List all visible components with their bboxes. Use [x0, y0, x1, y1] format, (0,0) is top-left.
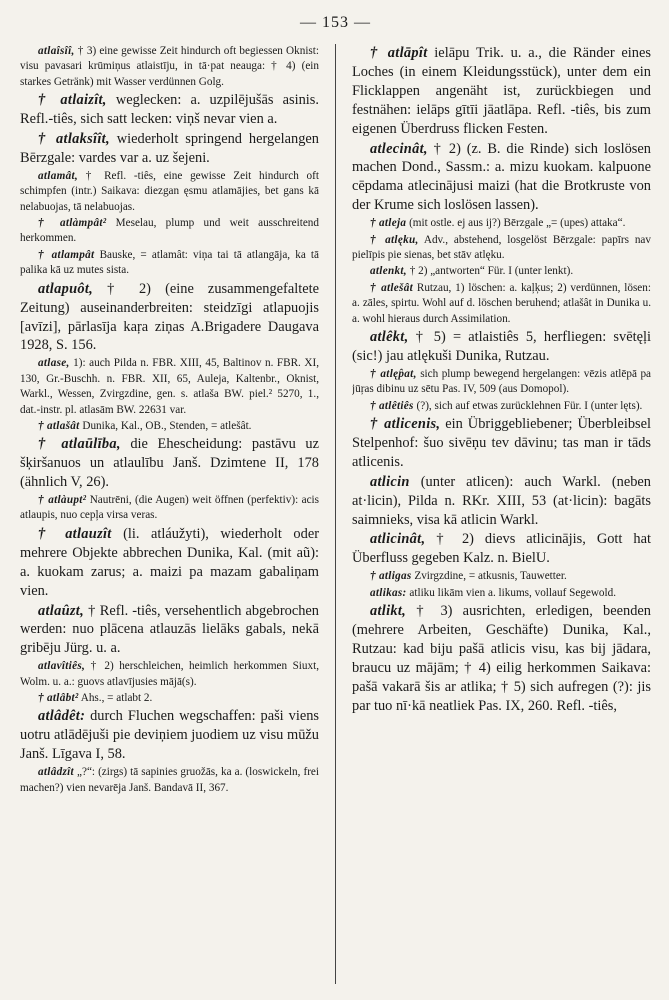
entry-headword: atlâdêt:: [38, 708, 86, 725]
dictionary-entry: [20, 435, 319, 492]
entry-definition: ein Übriggebliebener; Überbleibsel Stelpenhof: šuo sivēņu tev dāvinu; tas man ir tāds atlicenis.: [352, 416, 651, 470]
dictionary-entry: [352, 473, 651, 530]
two-column-body: [20, 44, 651, 984]
dictionary-entry: [20, 216, 319, 247]
entry-headword: † atlàmpât²: [38, 217, 107, 230]
dictionary-entry: [20, 91, 319, 129]
left-column: [20, 44, 319, 984]
entry-definition: durch Fluchen wegschaffen: paši viens uotru atlādējuši pie deviņiem juodiem uz visu mūžu Janš. Līgava I, 58.: [20, 708, 319, 763]
entry-definition: Nautrēni, (die Augen) weit öffnen (perfektiv): acis atlaupis, nuo cepļa virsa veras.: [20, 494, 319, 522]
entry-headword: atlenkt,: [370, 265, 407, 278]
entry-definition: Zvirgzdine, = atkusnis, Tauwetter.: [411, 570, 567, 583]
entry-headword: atlase,: [38, 357, 70, 370]
dictionary-entry: [20, 525, 319, 601]
dictionary-entry: [20, 169, 319, 215]
entry-definition: die Ehescheidung: pastāvu uz šķiršanuos un atlaulību Janš. Dzimtene II, 178 (ähnlich V, 26).: [20, 436, 319, 491]
dictionary-entry: [352, 415, 651, 472]
entry-headword: † atlàupt²: [38, 494, 87, 507]
entry-definition: † Refl. -tiês, eine gewisse Zeit hindurch oft schimpfen (intr.) Saikava: diezgan ęsmu atlamājies, bet gans kā nelabuojas, tā nelabuojas.: [20, 169, 319, 213]
entry-definition: weglecken: a. uzpilējušās asinis. Refl.-tiês, sich satt lecken: viņš nevar vien a.: [20, 92, 319, 128]
dictionary-entry: [352, 233, 651, 264]
entry-definition: † 3) eine gewisse Zeit hindurch oft begiessen Oknist: visu pavasari krūmiņus atlaistīju, in tā·pat neauga: † 4) (ein starkes Getränk) mit Wasser verdünnen Golg.: [20, 45, 319, 88]
page-number: — 153 —: [300, 14, 371, 31]
entry-definition: † 2) herschleichen, heimlich herkommen Siuxt, Wolm. u. a.: guovs atlavījusies mājā(s).: [20, 660, 319, 688]
entry-headword: † atlašât: [38, 419, 80, 432]
entry-definition: atliku likām vien a. likums, vollauf Segewold.: [406, 586, 617, 599]
column-divider: [335, 44, 336, 984]
dictionary-entry: [352, 602, 651, 715]
entry-headword: atlapuôt,: [38, 280, 94, 297]
entry-definition: Dunika, Kal., OB., Stenden, = atlešât.: [79, 419, 252, 432]
entry-definition: Bauske, = atlamât: viņa tai tā atlangāja, ka tā palika kā uz mutes sista.: [20, 248, 319, 277]
entry-definition: 1): auch Pilda n. FBR. XIII, 45, Baltinov n. FBR. XI, 130, Gr.-Buschh. n. FBR. XII, 65, Auleja, Kaltenbr., Oknist, Warkl., Wessen, Zvirgzdine, gen. s. atlaša BW. piel.² 5270, 1., dat.-instr. pl. atlasām BW. 22631 var.: [20, 357, 319, 416]
entry-definition: † Refl. -tiês, versehentlich abgebrochen werden: nuo plācena atlauzās lielāks gabals, nekā gribēju Jürg. u. a.: [20, 602, 319, 657]
entry-headword: † atlaksîît,: [38, 131, 110, 148]
entry-definition: † 5) = atlaistiês 5, herfliegen: svētęļi (sic!) jau atlękuši Dunika, Rutzau.: [352, 329, 651, 364]
dictionary-entry: [352, 367, 651, 398]
dictionary-entry: [352, 264, 651, 279]
entry-headword: † atlęp̂at,: [370, 367, 417, 380]
entry-headword: † atlešât: [370, 281, 414, 294]
entry-headword: atlicinât,: [370, 531, 426, 548]
entry-headword: † atlauzît: [38, 525, 112, 542]
entry-headword: atlêkt,: [370, 329, 409, 345]
entry-headword: † atlaūlība,: [38, 436, 121, 453]
entry-headword: † atlâbt²: [38, 692, 79, 705]
entry-headword: atlavîtiês,: [38, 660, 86, 673]
entry-definition: † 3) ausrichten, erledigen, beenden (mehrere Arbeiten, Geschäfte) Dunika, Kal., Rutzau: kad biju pašā atlicis visu, kas bij jādara, braucu uz mājām; † 4) eilig herkommen Saikava: pašā vakarā šis ar atlika; † 5) sich aufregen (?): jis par tuo nī·kā neatliek Pas. IX, 260. Refl. -tiês,: [352, 603, 651, 714]
dictionary-entry: [20, 493, 319, 524]
entry-headword: † atlicenis,: [370, 416, 441, 433]
entry-definition: Meselau, plump und weit ausschreitend herkommen.: [20, 217, 319, 245]
right-column: [352, 44, 651, 984]
dictionary-entry: [352, 281, 651, 327]
dictionary-entry: [20, 280, 319, 356]
entry-definition: Rutzau, 1) löschen: a. kaļķus; 2) verdünnen, lösen: a. zāles, spirtu. Wohl auf d. löschen beruhend; atlašât in Dunika u. a. wohl hieraus durch Assimilation.: [352, 281, 651, 325]
entry-definition: sich plump bewegend hergelangen: vēzis atlēpā pa jūŗas dibinu uz sētu Pas. IV, 509 (aus Domopol).: [352, 367, 651, 396]
entry-definition: (li. atláužyti), wiederholt oder mehrere Objekte abbrechen Dunika, Kal. (mit aũ): a. kuokam zarus; a. maizi pa mazam gabaliņam vien.: [20, 525, 319, 599]
entry-definition: † 2) (z. B. die Rinde) sich loslösen machen Dond., Sassm.: a. mizu kuokam. kalpuone cēpdama atlecinājusi maizi (hat die Brotkruste von der Krume sich loslösen lassen).: [352, 140, 651, 214]
entry-headword: † atlaizît,: [38, 92, 107, 109]
entry-definition: † 2) dievs atlicinājis, Gott hat Überfluss gegeben Kalz. n. BielU.: [352, 531, 651, 567]
dictionary-entry: [352, 399, 651, 414]
entry-definition: † 2) „antworten“ Für. I (unter lenkt).: [406, 265, 574, 278]
entry-headword: † atlampât: [38, 248, 95, 261]
entry-definition: (unter atlicen): auch Warkl. (neben at·licin), Pilda n. RKr. XIII, 53 (at·licin): bagāts saimnieks, visa kā atlicin Warkl.: [352, 473, 651, 528]
dictionary-entry: [20, 130, 319, 168]
dictionary-entry: [352, 328, 651, 366]
entry-definition: wiederholt springend hergelangen Bērzgale: vardes var a. uz šejeni.: [20, 131, 319, 166]
dictionary-entry: [352, 530, 651, 568]
dictionary-entry: [352, 569, 651, 584]
dictionary-entry: [20, 248, 319, 279]
entry-headword: atlecinât,: [370, 140, 428, 157]
dictionary-entry: [20, 419, 319, 434]
dictionary-entry: [20, 602, 319, 659]
entry-definition: „?“: (zirgs) tā sapinies gruožās, ka a. (loswickeln, frei machen?) vien nevarēja Janš. Bandavā II, 367.: [20, 766, 319, 794]
entry-definition: ielāpu Trik. u. a., die Ränder eines Loches (in einem Kleidungsstück), unter dem ein Flicklappen angenäht ist, zurückbiegen und festnähen: ielāps gītīi jāatlāpa. Refl. -tiês, bis zum eigenen Überdruss flicken Festen.: [352, 45, 651, 137]
dictionary-entry: [20, 356, 319, 418]
entry-headword: atlicin: [370, 473, 410, 490]
dictionary-entry: [352, 216, 651, 231]
dictionary-entry: [20, 765, 319, 796]
entry-headword: † atligas: [370, 570, 412, 583]
entry-headword: † atleja: [370, 217, 407, 230]
entry-headword: atlâdzît: [38, 766, 74, 779]
dictionary-entry: [352, 140, 651, 216]
entry-headword: atlaûzt,: [38, 602, 84, 619]
dictionary-entry: [20, 44, 319, 90]
entry-definition: (?), sich auf etwas zurücklehnen Für. I (unter lęts).: [413, 399, 643, 412]
entry-definition: † 2) (eine zusammengefaltete Zeitung) auseinanderbreiten: steidzīgi atlapuojis [avīzi], pārlasīja kaŗa ziņas A.Brigadere Daugava 1928, S. 156.: [20, 280, 319, 354]
dictionary-entry: [20, 659, 319, 690]
dictionary-entry: [352, 44, 651, 139]
entry-headword: † atlęku,: [370, 233, 419, 246]
entry-headword: atlaîsîî,: [38, 45, 75, 57]
entry-definition: Adv., abstehend, losgelöst Bērzgale: papīrs nav pielīpis pie sienas, bet stāv atlęku.: [352, 233, 651, 261]
entry-headword: † atlêtiês: [370, 399, 414, 412]
dictionary-entry: [20, 691, 319, 706]
entry-headword: atlikt,: [370, 603, 407, 620]
entry-headword: atlamât,: [38, 169, 79, 182]
dictionary-entry: [20, 707, 319, 764]
entry-definition: (mit ostle. ej aus ij?) Bērzgale „= (upes) attaka“.: [406, 217, 626, 230]
entry-headword: † atlāpît: [370, 45, 428, 61]
entry-definition: Ahs., = atlabt 2.: [78, 692, 153, 705]
entry-headword: atlikas:: [370, 586, 407, 599]
dictionary-entry: [352, 586, 651, 601]
